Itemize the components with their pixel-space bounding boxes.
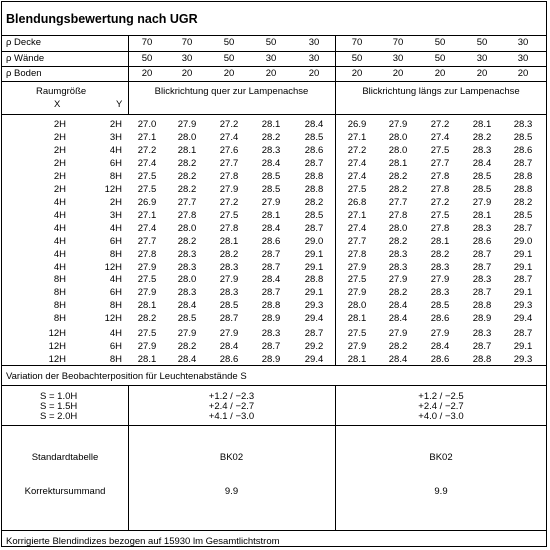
ugr-value: 28.5 bbox=[513, 210, 533, 221]
ugr-value: 27.9 bbox=[137, 341, 157, 352]
room-y: 4H bbox=[109, 145, 122, 156]
ugr-value: 27.4 bbox=[430, 132, 450, 143]
ugr-value: 27.9 bbox=[388, 274, 408, 285]
ugr-value: 27.9 bbox=[219, 274, 239, 285]
ugr-value: 28.2 bbox=[304, 197, 324, 208]
ugr-value: 27.4 bbox=[137, 223, 157, 234]
reflectance-value: 70 bbox=[141, 37, 153, 48]
ugr-value: 27.2 bbox=[347, 145, 367, 156]
room-y: 4H bbox=[109, 328, 122, 339]
ugr-value: 27.5 bbox=[137, 184, 157, 195]
table-rule bbox=[2, 385, 547, 386]
ugr-value: 26.8 bbox=[347, 197, 367, 208]
view-direction-right: Blickrichtung längs zur Lampenachse bbox=[362, 86, 520, 97]
reflectance-value: 30 bbox=[392, 53, 404, 64]
ugr-value: 28.7 bbox=[261, 287, 281, 298]
variation-right-value: +1.2 / −2.5 bbox=[418, 391, 464, 402]
room-x: 2H bbox=[53, 119, 66, 130]
reflectance-value: 50 bbox=[351, 53, 363, 64]
ugr-value: 27.4 bbox=[347, 171, 367, 182]
ugr-value: 28.4 bbox=[430, 341, 450, 352]
room-x: 2H bbox=[53, 145, 66, 156]
ugr-value: 28.4 bbox=[388, 300, 408, 311]
reflectance-value: 50 bbox=[223, 37, 235, 48]
ugr-value: 28.1 bbox=[219, 236, 239, 247]
table-rule bbox=[2, 81, 547, 82]
reflectance-value: 50 bbox=[434, 53, 446, 64]
ugr-value: 28.0 bbox=[347, 300, 367, 311]
reflectance-value: 20 bbox=[308, 68, 320, 79]
room-y: 3H bbox=[109, 210, 122, 221]
ugr-value: 28.3 bbox=[261, 145, 281, 156]
standard-table-left: BK02 bbox=[219, 452, 244, 463]
ugr-value: 28.2 bbox=[388, 341, 408, 352]
ugr-value: 27.9 bbox=[347, 262, 367, 273]
ugr-value: 27.1 bbox=[347, 132, 367, 143]
ugr-value: 28.9 bbox=[261, 313, 281, 324]
reflectance-value: 30 bbox=[517, 53, 529, 64]
ugr-value: 28.3 bbox=[388, 249, 408, 260]
reflectance-value: 30 bbox=[308, 53, 320, 64]
ugr-value: 28.4 bbox=[388, 354, 408, 365]
ugr-value: 28.7 bbox=[513, 223, 533, 234]
ugr-value: 27.1 bbox=[347, 210, 367, 221]
ugr-value: 28.1 bbox=[388, 158, 408, 169]
ugr-value: 27.9 bbox=[347, 341, 367, 352]
ugr-value: 27.9 bbox=[177, 119, 197, 130]
page-title: Blendungsbewertung nach UGR bbox=[6, 12, 198, 26]
ugr-value: 28.5 bbox=[430, 300, 450, 311]
ugr-value: 28.1 bbox=[261, 119, 281, 130]
ugr-value: 28.7 bbox=[472, 287, 492, 298]
ugr-value: 27.2 bbox=[430, 119, 450, 130]
correction-left: 9.9 bbox=[224, 486, 239, 497]
ugr-value: 28.3 bbox=[430, 262, 450, 273]
variation-right-value: +4.0 / −3.0 bbox=[418, 411, 464, 422]
ugr-value: 28.3 bbox=[177, 287, 197, 298]
room-x: 12H bbox=[48, 328, 66, 339]
ugr-value: 28.4 bbox=[177, 354, 197, 365]
ugr-value: 29.1 bbox=[304, 262, 324, 273]
ugr-value: 26.9 bbox=[137, 197, 157, 208]
ugr-value: 28.3 bbox=[177, 249, 197, 260]
ugr-value: 27.9 bbox=[430, 328, 450, 339]
reflectance-value: 30 bbox=[476, 53, 488, 64]
reflectance-value: 20 bbox=[351, 68, 363, 79]
ugr-value: 29.0 bbox=[513, 236, 533, 247]
ugr-value: 27.8 bbox=[219, 223, 239, 234]
variation-left-value: +1.2 / −2.3 bbox=[208, 391, 255, 402]
reflectance-value: 50 bbox=[476, 37, 488, 48]
room-x: 8H bbox=[53, 313, 66, 324]
ugr-value: 29.4 bbox=[304, 354, 324, 365]
ugr-value: 28.3 bbox=[472, 145, 492, 156]
ugr-value: 27.8 bbox=[347, 249, 367, 260]
reflectance-value: 70 bbox=[392, 37, 404, 48]
room-x: 4H bbox=[53, 249, 66, 260]
ugr-value: 28.7 bbox=[219, 313, 239, 324]
ugr-value: 29.1 bbox=[304, 249, 324, 260]
room-y: 6H bbox=[109, 158, 122, 169]
reflectance-value: 20 bbox=[517, 68, 529, 79]
ugr-value: 27.9 bbox=[388, 328, 408, 339]
ugr-value: 28.6 bbox=[430, 313, 450, 324]
reflectance-value: 70 bbox=[181, 37, 193, 48]
ugr-value: 27.9 bbox=[430, 274, 450, 285]
ugr-value: 27.9 bbox=[137, 287, 157, 298]
ugr-value: 27.9 bbox=[177, 328, 197, 339]
ugr-value: 28.6 bbox=[219, 354, 239, 365]
variation-title: Variation der Beobachterposition für Leuchtenabstände S bbox=[6, 371, 247, 382]
room-y: 6H bbox=[109, 236, 122, 247]
ugr-value: 28.5 bbox=[261, 184, 281, 195]
ugr-value: 28.2 bbox=[513, 197, 533, 208]
ugr-value: 28.3 bbox=[472, 223, 492, 234]
ugr-value: 28.6 bbox=[513, 145, 533, 156]
ugr-value: 28.7 bbox=[513, 158, 533, 169]
y-header: Y bbox=[116, 99, 123, 110]
room-y: 2H bbox=[109, 119, 122, 130]
ugr-value: 28.7 bbox=[513, 274, 533, 285]
x-header: X bbox=[54, 99, 61, 110]
reflectance-value: 30 bbox=[265, 53, 277, 64]
ugr-value: 27.8 bbox=[388, 210, 408, 221]
ugr-value: 29.3 bbox=[304, 300, 324, 311]
ugr-value: 27.9 bbox=[347, 287, 367, 298]
ugr-value: 28.0 bbox=[177, 223, 197, 234]
ugr-value: 28.4 bbox=[304, 119, 324, 130]
room-x: 2H bbox=[53, 184, 66, 195]
ugr-value: 29.4 bbox=[304, 313, 324, 324]
ugr-value: 28.7 bbox=[304, 328, 324, 339]
room-y: 8H bbox=[109, 249, 122, 260]
ugr-value: 28.3 bbox=[177, 262, 197, 273]
ugr-value: 27.8 bbox=[430, 184, 450, 195]
ugr-value: 28.6 bbox=[430, 354, 450, 365]
room-y: 8H bbox=[109, 171, 122, 182]
ugr-value: 27.9 bbox=[137, 262, 157, 273]
spacing-label: S = 1.5H bbox=[40, 401, 78, 412]
ugr-value: 27.9 bbox=[472, 197, 492, 208]
reflectance-value: 30 bbox=[181, 53, 193, 64]
reflectance-value: 20 bbox=[141, 68, 153, 79]
ugr-value: 29.1 bbox=[304, 287, 324, 298]
ugr-value: 28.7 bbox=[304, 223, 324, 234]
room-x: 2H bbox=[53, 171, 66, 182]
ugr-value: 28.2 bbox=[177, 236, 197, 247]
ugr-value: 28.2 bbox=[177, 171, 197, 182]
ugr-value: 28.9 bbox=[261, 354, 281, 365]
table-rule bbox=[2, 114, 547, 115]
reflectance-value: 20 bbox=[223, 68, 235, 79]
room-y: 12H bbox=[104, 262, 122, 273]
variation-left-value: +2.4 / −2.7 bbox=[208, 401, 255, 412]
ugr-value: 27.1 bbox=[137, 210, 157, 221]
ugr-value: 28.1 bbox=[177, 145, 197, 156]
ugr-value: 28.7 bbox=[472, 341, 492, 352]
ugr-value: 28.2 bbox=[137, 313, 157, 324]
ugr-value: 28.2 bbox=[388, 287, 408, 298]
ugr-value: 27.8 bbox=[430, 171, 450, 182]
ugr-value: 28.2 bbox=[388, 171, 408, 182]
room-x: 4H bbox=[53, 262, 66, 273]
room-size-header: Raumgröße bbox=[36, 86, 87, 97]
ugr-value: 28.3 bbox=[472, 328, 492, 339]
ugr-value: 26.9 bbox=[347, 119, 367, 130]
ugr-value: 28.0 bbox=[388, 223, 408, 234]
ugr-value: 28.3 bbox=[388, 262, 408, 273]
ugr-value: 28.8 bbox=[513, 184, 533, 195]
reflectance-value: 20 bbox=[265, 68, 277, 79]
ugr-value: 28.8 bbox=[261, 300, 281, 311]
ugr-value: 27.9 bbox=[219, 184, 239, 195]
room-x: 12H bbox=[48, 354, 66, 365]
ugr-value: 27.9 bbox=[219, 328, 239, 339]
ugr-value: 29.3 bbox=[513, 354, 533, 365]
room-y: 4H bbox=[109, 223, 122, 234]
ugr-value: 27.7 bbox=[219, 158, 239, 169]
view-direction-left: Blickrichtung quer zur Lampenachse bbox=[154, 86, 309, 97]
ugr-value: 28.6 bbox=[472, 236, 492, 247]
ugr-value: 27.8 bbox=[137, 249, 157, 260]
room-x: 4H bbox=[53, 197, 66, 208]
room-y: 3H bbox=[109, 132, 122, 143]
ugr-value: 27.9 bbox=[388, 119, 408, 130]
room-x: 8H bbox=[53, 287, 66, 298]
standard-table-right: BK02 bbox=[429, 452, 453, 463]
ugr-value: 28.8 bbox=[304, 274, 324, 285]
room-y: 12H bbox=[104, 184, 122, 195]
ugr-value: 29.1 bbox=[513, 341, 533, 352]
ugr-value: 28.0 bbox=[177, 132, 197, 143]
ugr-value: 27.7 bbox=[388, 197, 408, 208]
ugr-value: 27.2 bbox=[219, 119, 239, 130]
ugr-value: 28.1 bbox=[137, 300, 157, 311]
ugr-value: 28.4 bbox=[261, 158, 281, 169]
ugr-value: 29.4 bbox=[513, 313, 533, 324]
variation-right-value: +2.4 / −2.7 bbox=[418, 401, 464, 412]
ugr-value: 28.7 bbox=[261, 341, 281, 352]
ugr-value: 28.8 bbox=[304, 184, 324, 195]
ugr-value: 28.1 bbox=[261, 210, 281, 221]
reflectance-value: 30 bbox=[308, 37, 320, 48]
ugr-value: 27.5 bbox=[137, 171, 157, 182]
ugr-value: 28.1 bbox=[430, 236, 450, 247]
ugr-value: 28.5 bbox=[472, 184, 492, 195]
room-x: 2H bbox=[53, 132, 66, 143]
room-x: 8H bbox=[53, 274, 66, 285]
spacing-label: S = 2.0H bbox=[40, 411, 78, 422]
room-x: 4H bbox=[53, 223, 66, 234]
ugr-value: 28.2 bbox=[388, 236, 408, 247]
ugr-value: 28.7 bbox=[513, 328, 533, 339]
ugr-value: 28.4 bbox=[472, 158, 492, 169]
ugr-value: 28.3 bbox=[219, 287, 239, 298]
ugr-value: 28.2 bbox=[219, 249, 239, 260]
ugr-value: 28.8 bbox=[513, 171, 533, 182]
ugr-value: 28.7 bbox=[304, 158, 324, 169]
room-y: 8H bbox=[109, 300, 122, 311]
table-rule bbox=[2, 66, 547, 67]
room-x: 2H bbox=[53, 158, 66, 169]
ugr-value: 29.0 bbox=[304, 236, 324, 247]
ugr-value: 28.1 bbox=[137, 354, 157, 365]
ugr-value: 27.2 bbox=[430, 197, 450, 208]
ugr-value: 27.4 bbox=[137, 158, 157, 169]
reflectance-value: 50 bbox=[141, 53, 153, 64]
ugr-value: 27.5 bbox=[347, 328, 367, 339]
ugr-value: 27.5 bbox=[137, 274, 157, 285]
reflectance-value: 30 bbox=[517, 37, 529, 48]
ugr-value: 28.4 bbox=[261, 274, 281, 285]
ugr-value: 28.0 bbox=[177, 274, 197, 285]
ugr-value: 28.3 bbox=[219, 262, 239, 273]
reflectance-value: 20 bbox=[476, 68, 488, 79]
ugr-value: 27.2 bbox=[137, 145, 157, 156]
footer-note: Korrigierte Blendindizes bezogen auf 15930 lm Gesamtlichtstrom bbox=[6, 536, 280, 547]
reflectance-label: ρ Wände bbox=[6, 53, 45, 64]
table-rule bbox=[2, 425, 547, 426]
table-rule bbox=[2, 530, 547, 531]
ugr-value: 28.3 bbox=[472, 274, 492, 285]
ugr-value: 29.3 bbox=[513, 300, 533, 311]
room-x: 12H bbox=[48, 341, 66, 352]
ugr-value: 28.8 bbox=[304, 171, 324, 182]
ugr-value: 28.5 bbox=[261, 171, 281, 182]
ugr-value: 27.5 bbox=[219, 210, 239, 221]
ugr-value: 28.2 bbox=[430, 249, 450, 260]
reflectance-value: 20 bbox=[434, 68, 446, 79]
ugr-value: 27.8 bbox=[430, 223, 450, 234]
room-x: 8H bbox=[53, 300, 66, 311]
table-rule bbox=[2, 51, 547, 52]
room-y: 8H bbox=[109, 354, 122, 365]
ugr-value: 27.6 bbox=[219, 145, 239, 156]
ugr-value: 28.5 bbox=[472, 171, 492, 182]
ugr-value: 27.8 bbox=[219, 171, 239, 182]
reflectance-value: 20 bbox=[392, 68, 404, 79]
standard-table-label: Standardtabelle bbox=[31, 452, 99, 463]
ugr-value: 27.9 bbox=[261, 197, 281, 208]
ugr-value: 28.4 bbox=[388, 313, 408, 324]
ugr-value: 27.4 bbox=[347, 158, 367, 169]
ugr-value: 28.8 bbox=[472, 354, 492, 365]
reflectance-value: 50 bbox=[265, 37, 277, 48]
ugr-value: 28.3 bbox=[261, 328, 281, 339]
correction-right: 9.9 bbox=[434, 486, 448, 497]
ugr-value: 28.5 bbox=[304, 210, 324, 221]
ugr-value: 27.7 bbox=[177, 197, 197, 208]
room-y: 12H bbox=[104, 313, 122, 324]
ugr-value: 27.8 bbox=[177, 210, 197, 221]
reflectance-value: 20 bbox=[181, 68, 193, 79]
room-x: 4H bbox=[53, 210, 66, 221]
ugr-value: 28.2 bbox=[472, 132, 492, 143]
ugr-value: 28.4 bbox=[177, 300, 197, 311]
ugr-value: 28.2 bbox=[177, 184, 197, 195]
ugr-value: 28.7 bbox=[261, 262, 281, 273]
ugr-value: 27.7 bbox=[430, 158, 450, 169]
ugr-value: 28.4 bbox=[261, 223, 281, 234]
ugr-value: 28.2 bbox=[388, 184, 408, 195]
ugr-value: 29.1 bbox=[513, 262, 533, 273]
ugr-value: 28.6 bbox=[304, 145, 324, 156]
ugr-value: 28.0 bbox=[388, 145, 408, 156]
ugr-value: 28.1 bbox=[347, 354, 367, 365]
reflectance-label: ρ Decke bbox=[6, 37, 41, 48]
ugr-value: 28.5 bbox=[177, 313, 197, 324]
ugr-value: 28.5 bbox=[304, 132, 324, 143]
variation-left-value: +4.1 / −3.0 bbox=[208, 411, 255, 422]
ugr-value: 28.7 bbox=[261, 249, 281, 260]
ugr-value: 28.2 bbox=[177, 158, 197, 169]
reflectance-label: ρ Boden bbox=[6, 68, 42, 79]
reflectance-value: 70 bbox=[351, 37, 363, 48]
ugr-value: 27.4 bbox=[219, 132, 239, 143]
ugr-value: 28.1 bbox=[472, 119, 492, 130]
ugr-value: 29.1 bbox=[513, 249, 533, 260]
ugr-value: 27.5 bbox=[347, 274, 367, 285]
spacing-label: S = 1.0H bbox=[40, 391, 78, 402]
ugr-value: 28.9 bbox=[472, 313, 492, 324]
room-y: 6H bbox=[109, 341, 122, 352]
ugr-value: 28.1 bbox=[347, 313, 367, 324]
table-rule-v bbox=[335, 35, 336, 365]
room-y: 4H bbox=[109, 274, 122, 285]
table-rule bbox=[2, 365, 547, 366]
ugr-value: 28.5 bbox=[219, 300, 239, 311]
table-rule bbox=[2, 35, 547, 36]
room-y: 6H bbox=[109, 287, 122, 298]
ugr-value: 28.6 bbox=[261, 236, 281, 247]
ugr-value: 28.2 bbox=[177, 341, 197, 352]
reflectance-value: 50 bbox=[434, 37, 446, 48]
ugr-value: 28.3 bbox=[430, 287, 450, 298]
correction-label: Korrektursummand bbox=[24, 486, 106, 497]
ugr-value: 28.1 bbox=[472, 210, 492, 221]
ugr-value: 27.7 bbox=[347, 236, 367, 247]
ugr-value: 27.2 bbox=[219, 197, 239, 208]
ugr-value: 27.0 bbox=[137, 119, 157, 130]
ugr-value: 28.3 bbox=[513, 119, 533, 130]
ugr-value: 27.5 bbox=[347, 184, 367, 195]
room-y: 2H bbox=[109, 197, 122, 208]
ugr-value: 27.5 bbox=[430, 145, 450, 156]
ugr-value: 27.4 bbox=[347, 223, 367, 234]
ugr-value: 28.2 bbox=[261, 132, 281, 143]
ugr-value: 28.4 bbox=[219, 341, 239, 352]
ugr-value: 27.1 bbox=[137, 132, 157, 143]
ugr-value: 28.7 bbox=[472, 249, 492, 260]
ugr-value: 28.7 bbox=[472, 262, 492, 273]
ugr-value: 29.1 bbox=[513, 287, 533, 298]
reflectance-value: 50 bbox=[223, 53, 235, 64]
ugr-value: 28.5 bbox=[513, 132, 533, 143]
ugr-value: 27.5 bbox=[137, 328, 157, 339]
ugr-value: 28.8 bbox=[472, 300, 492, 311]
ugr-value: 27.5 bbox=[430, 210, 450, 221]
room-x: 4H bbox=[53, 236, 66, 247]
ugr-value: 29.2 bbox=[304, 341, 324, 352]
ugr-value: 28.0 bbox=[388, 132, 408, 143]
ugr-value: 27.7 bbox=[137, 236, 157, 247]
